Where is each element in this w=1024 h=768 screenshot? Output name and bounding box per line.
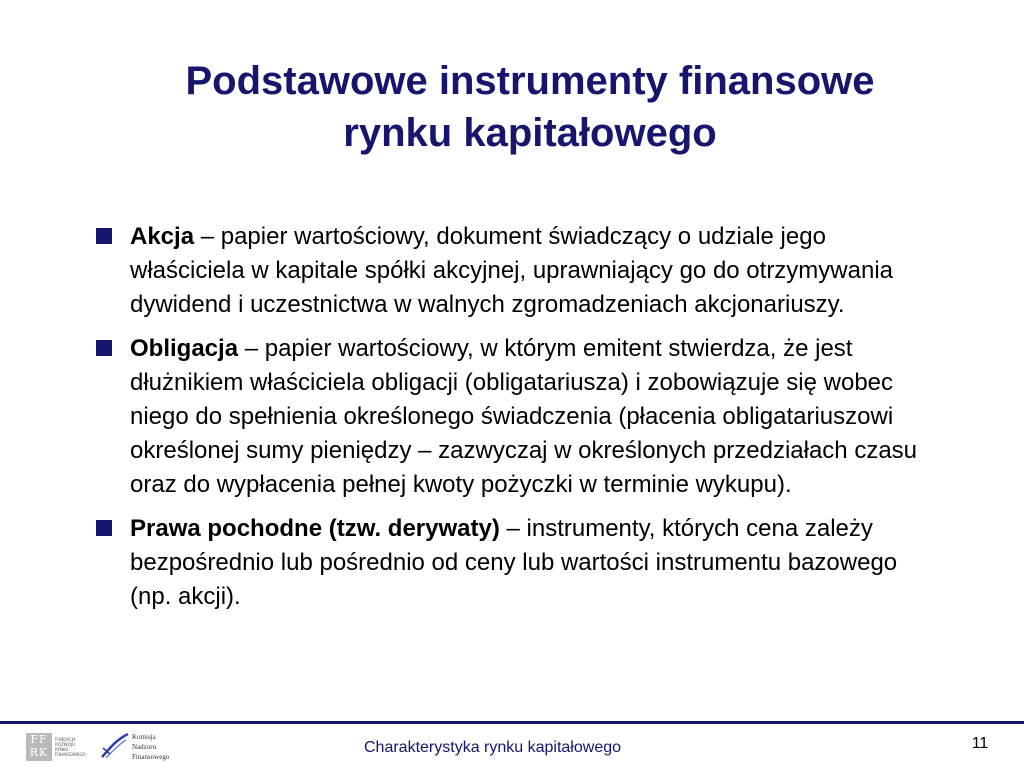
slide-title-line-1: Podstawowe instrumenty finansowe bbox=[185, 59, 875, 103]
square-bullet-icon bbox=[96, 520, 112, 536]
knf-logo-text bbox=[132, 732, 169, 762]
page-number: 11 bbox=[971, 735, 989, 752]
bullet-definition: – instrumenty, których cena zależy bezpośrednio lub pośrednio od ceny lub wartości instrumentu bazowego (np. akcji). bbox=[130, 515, 898, 610]
knf-logo-line-2: Nadzoru bbox=[132, 743, 157, 751]
bullet-definition: – papier wartościowy, dokument świadczący o udziale jego właściciela w kapitale spółki akcyjnej, uprawniający go do otrzymywania dywidend i uczestnictwa w walnych zgromadzeniach akcjonariuszy. bbox=[130, 223, 894, 318]
slide-title-line-2: rynku kapitałowego bbox=[343, 111, 717, 155]
knf-logo-line-3: Finansowego bbox=[132, 753, 170, 761]
bullet-term: Akcja bbox=[130, 223, 195, 250]
bullet-term: Prawa pochodne (tzw. derywaty) bbox=[130, 515, 500, 542]
footer-title: Charakterystyka rynku kapitałowego bbox=[364, 739, 622, 756]
footer-divider bbox=[0, 721, 1024, 724]
bullet-term: Obligacja bbox=[130, 335, 239, 362]
bullet-list bbox=[96, 220, 936, 624]
bullet-item-akcja bbox=[96, 220, 936, 322]
bullet-item-obligacja bbox=[96, 332, 936, 502]
square-bullet-icon bbox=[96, 228, 112, 244]
square-bullet-icon bbox=[96, 340, 112, 356]
knf-logo bbox=[100, 731, 180, 765]
knf-logo-line-1: Komisja bbox=[132, 733, 156, 741]
ffrk-logo-mark: FF RK bbox=[26, 733, 52, 761]
bullet-item-prawa-pochodne bbox=[96, 512, 936, 614]
ffrk-logo-text: FUNDACJA ROZWOJU RYNKU FINANSOWEGO bbox=[55, 737, 86, 757]
knf-swoosh-icon bbox=[100, 731, 130, 761]
slide-title bbox=[0, 55, 1024, 159]
bullet-definition: – papier wartościowy, w którym emitent stwierdza, że jest dłużnikiem właściciela obligacji (obligatariusza) i zobowiązuje się wobec niego do spełnienia określonego świadczenia (płacenia obligatariuszowi określonej sumy pieniędzy – zazwyczaj w określonych przedziałach czasu oraz do wypłacenia pełnej kwoty pożyczki w terminie wykupu). bbox=[130, 335, 918, 498]
ffrk-logo bbox=[26, 731, 86, 763]
